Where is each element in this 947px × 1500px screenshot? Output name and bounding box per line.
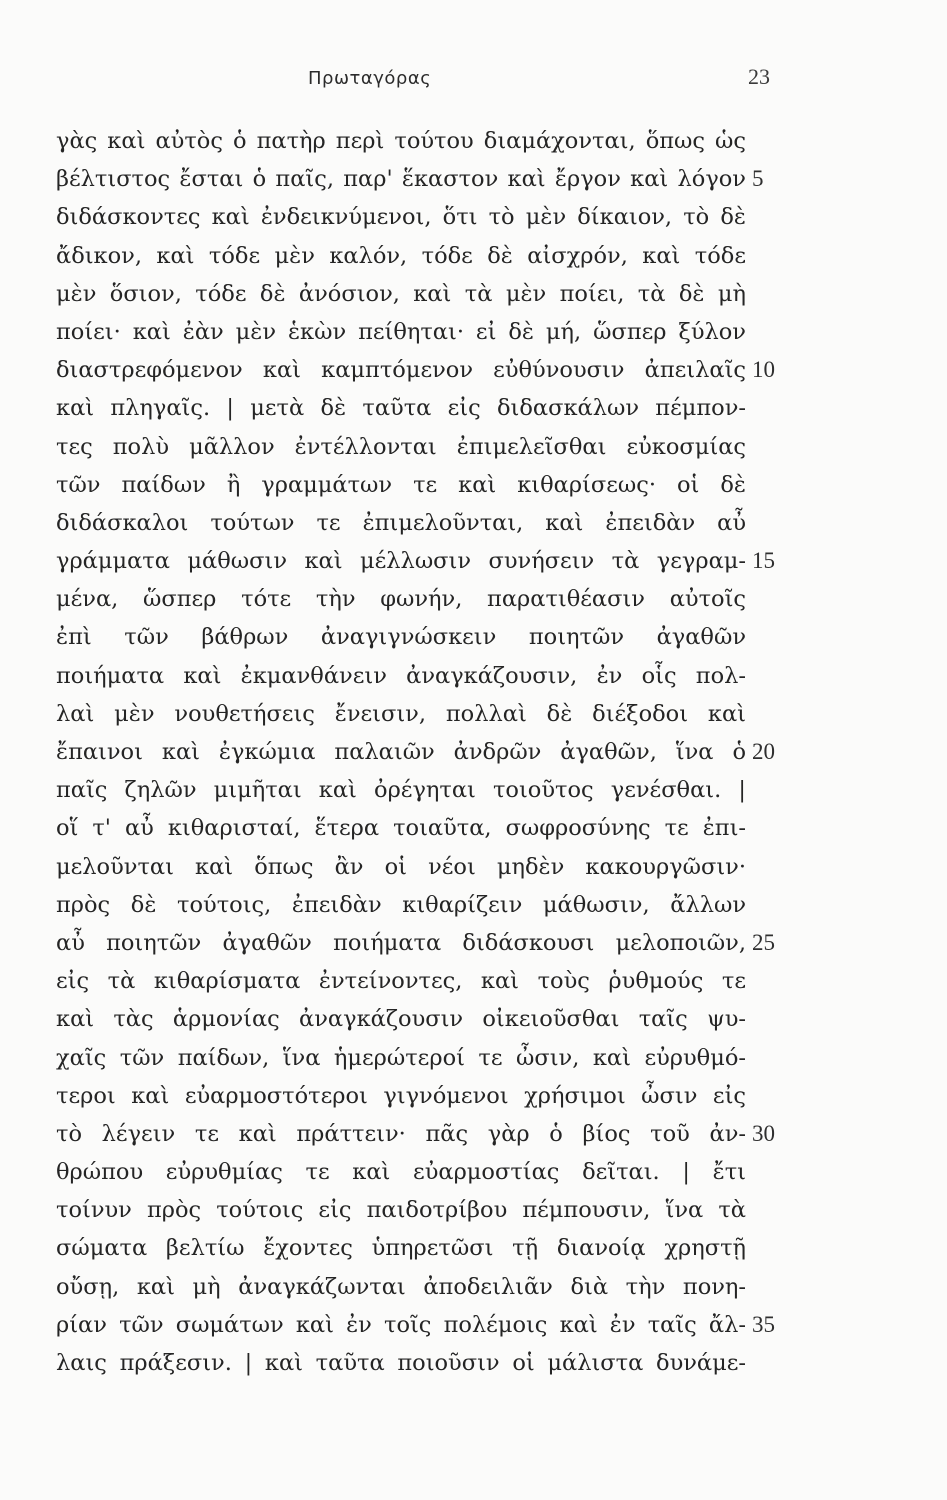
line-text: τὸ λέγειν τε καὶ πράττειν· πᾶς γὰρ ὁ βίος τοῦ ἀν- <box>56 1120 746 1147</box>
line-text: ρίαν τῶν σωμάτων καὶ ἐν τοῖς πολέμοις καὶ ἐν ταῖς ἄλ- <box>56 1311 746 1338</box>
text-line <box>56 771 798 809</box>
line-text: τες πολὺ μᾶλλον ἐντέλλονται ἐπιμελεῖσθαι εὐκοσμίας <box>56 433 746 460</box>
text-line <box>56 1153 798 1191</box>
line-text: μελοῦνται καὶ ὅπως ἂν οἱ νέοι μηδὲν κακουργῶσιν· <box>56 853 746 880</box>
line-text: ἔπαινοι καὶ ἐγκώμια παλαιῶν ἀνδρῶν ἀγαθῶν, ἵνα ὁ <box>56 739 746 765</box>
line-text: ἐπὶ τῶν βάθρων ἀναγιγνώσκειν ποιητῶν ἀγαθῶν <box>56 624 746 651</box>
line-text: τοίνυν πρὸς τούτοις εἰς παιδοτρίβου πέμπουσιν, ἵνα τὰ <box>56 1197 746 1224</box>
line-text: πρὸς δὲ τούτοις, ἐπειδὰν κιθαρίζειν μάθωσιν, ἄλλων <box>56 891 746 918</box>
line-text: βέλτιστος ἔσται ὁ παῖς, παρ' ἕκαστον καὶ ἔργον καὶ λόγον <box>56 166 746 193</box>
line-text: οἵ τ' αὖ κιθαρισταί, ἕτερα τοιαῦτα, σωφροσύνης τε ἐπι- <box>56 815 746 842</box>
line-text: λαις πράξεσιν. | καὶ ταῦτα ποιοῦσιν οἱ μάλιστα δυνάμε- <box>56 1350 746 1376</box>
line-number: 25 <box>752 929 775 955</box>
text-line <box>56 886 798 924</box>
text-line <box>56 1000 798 1038</box>
text-line <box>56 237 798 275</box>
text-line <box>56 733 798 771</box>
text-line <box>56 695 798 733</box>
page-number: 23 <box>748 64 770 89</box>
line-number: 35 <box>752 1311 775 1337</box>
line-text: χαῖς τῶν παίδων, ἵνα ἡμερώτεροί τε ὦσιν, καὶ εὐρυθμό- <box>56 1044 746 1071</box>
line-text: μὲν ὅσιον, τόδε δὲ ἀνόσιον, καὶ τὰ μὲν ποίει, τὰ δὲ μὴ <box>56 280 746 307</box>
text-line <box>56 122 798 160</box>
text-line <box>56 924 798 962</box>
line-text: ποίει· καὶ ἐὰν μὲν ἑκὼν πείθηται· εἰ δὲ μή, ὥσπερ ξύλον <box>56 318 746 345</box>
text-line <box>56 1268 798 1306</box>
line-text: τῶν παίδων ἢ γραμμάτων τε καὶ κιθαρίσεως· οἱ δὲ <box>56 471 746 498</box>
text-line <box>56 580 798 618</box>
text-line <box>56 198 798 236</box>
text-line <box>56 466 798 504</box>
text-line <box>56 542 798 580</box>
line-text: μένα, ὥσπερ τότε τὴν φωνήν, παρατιθέασιν αὐτοῖς <box>56 586 746 613</box>
line-text: διδάσκαλοι τούτων τε ἐπιμελοῦνται, καὶ ἐπειδὰν αὖ <box>56 509 746 536</box>
line-text: διδάσκοντες καὶ ἐνδεικνύμενοι, ὅτι τὸ μὲν δίκαιον, τὸ δὲ <box>56 204 746 231</box>
text-line <box>56 1306 798 1344</box>
line-text: λαὶ μὲν νουθετήσεις ἔνεισιν, πολλαὶ δὲ διέξοδοι καὶ <box>56 700 746 727</box>
line-text: ποιήματα καὶ ἐκμανθάνειν ἀναγκάζουσιν, ἐν οἷς πολ- <box>56 662 746 689</box>
line-number: 30 <box>752 1120 775 1146</box>
text-line <box>56 313 798 351</box>
text-line <box>56 275 798 313</box>
line-number: 5 <box>752 166 764 192</box>
line-number: 10 <box>752 357 775 383</box>
text-line <box>56 1191 798 1229</box>
line-number: 15 <box>752 548 775 574</box>
line-text: θρώπου εὐρυθμίας τε καὶ εὐαρμοστίας δεῖται. | ἔτι <box>56 1159 746 1186</box>
line-number: 20 <box>752 739 775 764</box>
line-text: διαστρεφόμενον καὶ καμπτόμενον εὐθύνουσιν ἀπειλαῖς <box>56 357 746 384</box>
text-line <box>56 809 798 847</box>
text-line <box>56 1077 798 1115</box>
text-line <box>56 848 798 886</box>
text-line <box>56 428 798 466</box>
text-line <box>56 160 798 198</box>
text-block <box>56 122 798 1382</box>
line-text: παῖς ζηλῶν μιμῆται καὶ ὀρέγηται τοιοῦτος γενέσθαι. | <box>56 777 746 804</box>
line-text: καὶ πληγαῖς. | μετὰ δὲ ταῦτα εἰς διδασκάλων πέμπον- <box>56 395 746 422</box>
line-text: γράμματα μάθωσιν καὶ μέλλωσιν συνήσειν τὰ γεγραμ- <box>56 548 746 575</box>
line-text: καὶ τὰς ἁρμονίας ἀναγκάζουσιν οἰκειοῦσθαι ταῖς ψυ- <box>56 1006 746 1033</box>
page-header <box>0 64 947 98</box>
line-text: αὖ ποιητῶν ἀγαθῶν ποιήματα διδάσκουσι μελοποιῶν, <box>56 929 746 956</box>
line-text: τεροι καὶ εὐαρμοστότεροι γιγνόμενοι χρήσιμοι ὦσιν εἰς <box>56 1082 746 1109</box>
line-text: ἄδικον, καὶ τόδε μὲν καλόν, τόδε δὲ αἰσχρόν, καὶ τόδε <box>56 242 746 269</box>
text-line <box>56 657 798 695</box>
line-text: οὔσῃ, καὶ μὴ ἀναγκάζωνται ἀποδειλιᾶν διὰ τὴν πονη- <box>56 1273 746 1300</box>
line-text: γὰς καὶ αὐτὸς ὁ πατὴρ περὶ τούτου διαμάχονται, ὅπως ὡς <box>56 128 746 154</box>
line-text: σώματα βελτίω ἔχοντες ὑπηρετῶσι τῇ διανοίᾳ χρηστῇ <box>56 1235 746 1262</box>
text-line <box>56 1039 798 1077</box>
text-line <box>56 389 798 427</box>
text-line <box>56 618 798 656</box>
text-line <box>56 1229 798 1267</box>
text-line <box>56 962 798 1000</box>
text-line <box>56 1344 798 1382</box>
text-line <box>56 504 798 542</box>
line-text: εἰς τὰ κιθαρίσματα ἐντείνοντες, καὶ τοὺς ῥυθμούς τε <box>56 968 746 995</box>
running-title: Πρωταγόρας <box>308 68 432 89</box>
text-line <box>56 351 798 389</box>
text-line <box>56 1115 798 1153</box>
